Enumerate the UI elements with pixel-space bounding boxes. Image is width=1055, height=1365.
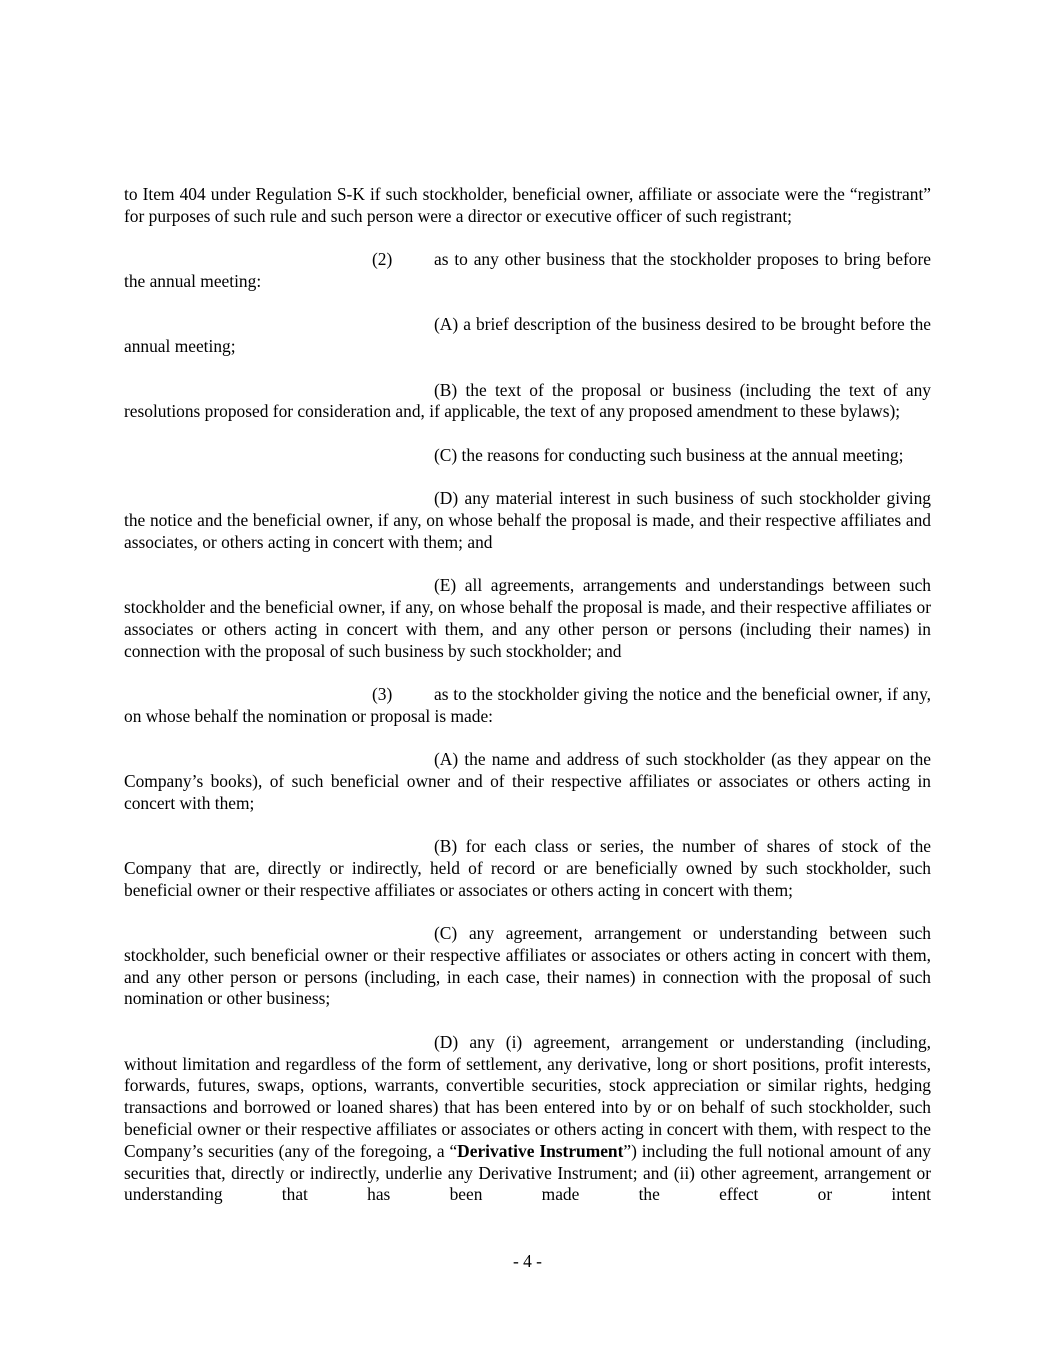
sub-text: any material interest in such business of such stockholder giving the notice and the beneficial owner, if any, on whose behalf the proposal is made, and their respective affiliates and associates, or others acting in concert with them; and — [124, 488, 931, 552]
intro-paragraph: to Item 404 under Regulation S-K if such stockholder, beneficial owner, affiliate or associate were the “registrant” for purposes of such rule and such person were a director or executive officer of such registrant; — [124, 184, 931, 226]
sub-label: (A) — [434, 314, 459, 335]
item-2-sub-a — [124, 314, 931, 358]
item-3-paragraph — [124, 684, 931, 728]
sub-text: the name and address of such stockholder (as they appear on the Company’s books), of such beneficial owner and of their respective affiliates or associates or others acting in concert with them; — [124, 749, 931, 813]
item-2-paragraph — [124, 249, 931, 293]
sub-label: (E) — [434, 575, 457, 596]
item-3-sub-b — [124, 836, 931, 901]
item-2-sub-b — [124, 380, 931, 424]
item-2-text: as to any other business that the stockholder proposes to bring before the annual meeting: — [124, 249, 931, 291]
sub-text: the text of the proposal or business (including the text of any resolutions proposed for consideration and, if applicable, the text of any proposed amendment to these bylaws); — [124, 379, 931, 422]
defined-term: Derivative Instrument — [457, 1140, 624, 1161]
sub-label: (B) — [434, 836, 458, 857]
sub-text: the reasons for conducting such business at the annual meeting; — [461, 444, 904, 465]
item-2-sub-d — [124, 488, 931, 553]
sub-label: (C) — [434, 923, 458, 944]
document-body — [124, 184, 931, 1228]
item-3-text: as to the stockholder giving the notice and the beneficial owner, if any, on whose behalf the nomination or proposal is made: — [124, 683, 931, 726]
item-3-sub-a — [124, 749, 931, 814]
sub-text: a brief description of the business desired to be brought before the annual meeting; — [124, 314, 931, 357]
sub-text-before: any (i) agreement, arrangement or understanding (including, without limitation and regardless of the form of settlement, any derivative, long or short positions, profit interests, forwards, futures, swaps, options, warrants, convertible securities, stock appreciation or similar rights, hedging transactions and borrowed or loaned shares) that has been entered into by or on behalf of such stockholder, such beneficial owner or their respective affiliates or associates or others acting in concert with them, with respect to the Company’s securities (any of the foregoing, a “ — [124, 1031, 931, 1161]
sub-text-after: ”) including the full notional amount of any securities that, directly or indirectly, underlie any Derivative Instrument; and (ii) other agreement, arrangement or understanding that has been made the effect or intent — [124, 1140, 931, 1205]
sub-label: (D) — [434, 488, 459, 509]
item-3-sub-d — [124, 1032, 931, 1206]
item-2-sub-e — [124, 575, 931, 662]
sub-text: all agreements, arrangements and understandings between such stockholder and the beneficial owner, if any, on whose behalf the proposal is made, and their respective affiliates or associates or others acting in concert with them, and any other person or persons (including their names) in connection with the proposal of such business by such stockholder; and — [124, 575, 931, 661]
item-3-sub-c — [124, 923, 931, 1010]
item-2-number: (2) — [372, 249, 393, 270]
sub-label: (C) — [434, 444, 458, 465]
sub-text: any agreement, arrangement or understanding between such stockholder, such beneficial owner or their respective affiliates or associates or others acting in concert with them, and any other person or persons (including, in each case, their names) in connection with the proposal of such nomination or other business; — [124, 923, 931, 1009]
sub-label: (B) — [434, 379, 458, 400]
sub-label: (D) — [434, 1031, 459, 1052]
sub-text: for each class or series, the number of shares of stock of the Company that are, directly or indirectly, held of record or are beneficially owned by such stockholder, such beneficial owner or their respective affiliates or associates or others acting in concert with them; — [124, 836, 931, 900]
page-number: - 4 - — [513, 1251, 542, 1271]
sub-label: (A) — [434, 749, 459, 770]
item-3-number: (3) — [372, 683, 393, 704]
item-2-sub-c — [124, 445, 931, 467]
